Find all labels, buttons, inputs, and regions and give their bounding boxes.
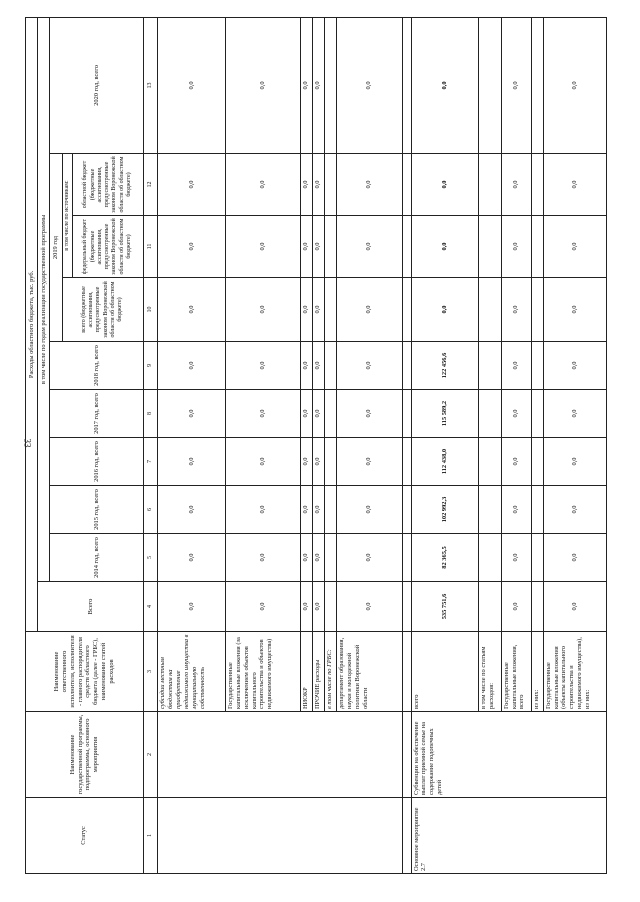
value-cell: 0,0 [337,154,402,216]
value-cell: 0,0 [337,342,402,390]
header-2015: 2015 год, всего [50,486,143,534]
value-cell: 0,0 [312,390,324,438]
column-number-row [143,17,158,873]
value-cell: 0,0 [158,438,226,486]
value-cell: 0,0 [501,17,531,153]
value-cell: 0,0 [312,278,324,342]
value-cell [479,342,502,390]
value-cell [531,582,543,632]
value-cell: 82 365,5 [411,534,479,582]
col-number: 8 [143,390,158,438]
value-cell: 0,0 [501,582,531,632]
value-cell: 0,0 [226,438,300,486]
value-cell: 0,0 [226,534,300,582]
value-cell [531,154,543,216]
value-cell: 0,0 [337,17,402,153]
value-cell: 0,0 [337,278,402,342]
page-number: 33 [22,438,33,448]
value-cell: 102 992,3 [411,486,479,534]
value-cell: 0,0 [501,486,531,534]
value-cell: 0,0 [226,486,300,534]
col-number: 5 [143,534,158,582]
value-cell: 0,0 [300,534,312,582]
col-number: 11 [143,216,158,278]
col-number: 6 [143,486,158,534]
value-cell [479,154,502,216]
row-program-name: Субвенции на обеспечение выплат приемной семье на содержание подопечных детей [411,712,606,798]
value-cell: 0,0 [543,438,606,486]
value-cell [324,17,336,153]
col-number: 12 [143,154,158,216]
value-cell: 0,0 [337,582,402,632]
value-cell: 0,0 [226,216,300,278]
value-cell [479,534,502,582]
value-cell: 0,0 [312,582,324,632]
header-2016: 2016 год, всего [50,438,143,486]
value-cell: 0,0 [226,17,300,153]
value-cell: 0,0 [158,534,226,582]
value-cell [479,486,502,534]
value-cell: 0,0 [337,438,402,486]
col-number: 9 [143,342,158,390]
value-cell: 0,0 [300,278,312,342]
value-cell: 0,0 [411,17,479,153]
row-status: Основное мероприятие 2.7 [411,798,606,874]
value-cell: 0,0 [158,390,226,438]
value-cell [531,438,543,486]
col-number: 2 [143,712,158,798]
value-cell: 0,0 [337,534,402,582]
value-cell: 0,0 [501,278,531,342]
value-cell: 0,0 [337,216,402,278]
value-cell: 0,0 [226,278,300,342]
budget-table [22,17,607,874]
value-cell: 0,0 [501,342,531,390]
value-cell: 0,0 [226,582,300,632]
col-number: 13 [143,17,158,153]
value-cell: 0,0 [158,278,226,342]
value-cell: 0,0 [300,154,312,216]
value-cell [531,486,543,534]
header-executor-name: Наименование ответственного исполнителя, исполнителя - главного распорядителя средств областного бюджета (далее - ГРБС), наименование статей расходов [26,632,144,712]
header-total: Всего [38,582,144,632]
row-label: Государственные капитальные вложения (за исключением объектов капитального строительства и объектов недвижимого имущества) [226,632,300,712]
value-cell: 0,0 [158,17,226,153]
col-number: 7 [143,438,158,486]
value-cell: 0,0 [312,486,324,534]
value-cell: 0,0 [543,342,606,390]
col-number: 10 [143,278,158,342]
header-regional: областной бюджет (бюджетные ассигнования, предусмотренные законом Воронежской области об областном бюджете) [82,156,133,213]
table-row [158,17,226,873]
section-gap [402,17,411,873]
value-cell [324,154,336,216]
row-label: Государственные капитальные вложения (объекты капитального строительства и недвижимого имущества), из них: [543,632,606,712]
value-cell: 0,0 [337,486,402,534]
value-cell [324,342,336,390]
value-cell: 0,0 [300,216,312,278]
value-cell: 0,0 [158,154,226,216]
row-status [158,798,402,874]
value-cell: 535 751,6 [411,582,479,632]
header-2018: 2018 год, всего [50,342,143,390]
value-cell: 0,0 [300,17,312,153]
value-cell: 0,0 [501,390,531,438]
value-cell [324,216,336,278]
value-cell [324,438,336,486]
row-label: департамент образования, науки и молодежной политики Воронежской области [337,632,402,712]
value-cell [531,390,543,438]
header-by-sources: в том числе по источникам: [63,154,73,277]
value-cell [324,486,336,534]
value-cell: 0,0 [543,534,606,582]
row-label: НИОКР [300,632,312,712]
value-cell [531,278,543,342]
value-cell: 0,0 [158,216,226,278]
value-cell: 0,0 [543,216,606,278]
value-cell: 0,0 [312,438,324,486]
row-program-name [158,712,402,798]
value-cell: 0,0 [300,486,312,534]
value-cell: 0,0 [300,438,312,486]
header-2017: 2017 год, всего [50,390,143,438]
value-cell: 0,0 [312,534,324,582]
value-cell: 0,0 [312,154,324,216]
header-2019-sources [62,154,143,278]
col-number: 1 [143,798,158,874]
header-2019: 2019 год [50,154,62,342]
value-cell: 0,0 [312,17,324,153]
row-label: Государственные капитальные вложения, всего [501,632,531,712]
value-cell [531,534,543,582]
header-federal: федеральный бюджет (бюджетные ассигнования, предусмотренные законом Воронежской области об областном бюджете) [72,216,142,278]
value-cell: 0,0 [312,342,324,390]
value-cell [479,216,502,278]
value-cell: 0,0 [411,278,479,342]
header-2020: 2020 год, всего [50,17,143,153]
value-cell: 0,0 [158,582,226,632]
row-label: из них: [531,632,543,712]
value-cell: 0,0 [226,342,300,390]
value-cell: 0,0 [501,534,531,582]
value-cell: 0,0 [501,154,531,216]
value-cell: 0,0 [543,278,606,342]
value-cell [324,534,336,582]
value-cell [324,278,336,342]
value-cell [531,216,543,278]
value-cell: 0,0 [543,390,606,438]
value-cell [324,390,336,438]
value-cell [479,17,502,153]
value-cell: 0,0 [501,216,531,278]
value-cell [479,390,502,438]
table-row [411,17,479,873]
rotated-table-page [22,18,607,874]
value-cell: 0,0 [337,390,402,438]
row-label: в том числе по ГРБС: [324,632,336,712]
value-cell [479,278,502,342]
value-cell: 0,0 [300,582,312,632]
value-cell: 0,0 [411,216,479,278]
header-status: Статус [26,798,144,874]
value-cell: 0,0 [312,216,324,278]
row-label: в том числе по статьям расходов: [479,632,502,712]
value-cell [324,582,336,632]
value-cell: 0,0 [226,154,300,216]
value-cell [531,17,543,153]
header-expenses: Расходы областного бюджета, тыс. руб. [26,17,38,631]
value-cell: 0,0 [543,582,606,632]
value-cell: 0,0 [543,154,606,216]
value-cell [479,438,502,486]
row-label: субсидии местным бюджетам на приобретение недвижимого имущества в муниципальную собственность [158,632,226,712]
value-cell: 0,0 [158,486,226,534]
header-2014: 2014 год, всего [50,534,143,582]
value-cell: 0,0 [501,438,531,486]
col-number: 3 [143,632,158,712]
value-cell: 0,0 [158,342,226,390]
header-2019-total: всего (бюджетные ассигнования, предусмотренные законом Воронежской области об областном бюджете) [62,278,143,342]
value-cell: 115 589,2 [411,390,479,438]
col-number: 4 [143,582,158,632]
row-label: всего [411,632,479,712]
value-cell: 0,0 [543,17,606,153]
value-cell [531,342,543,390]
value-cell: 0,0 [226,390,300,438]
row-label: ПРОЧИЕ расходы [312,632,324,712]
value-cell: 0,0 [411,154,479,216]
header-program-name: Наименование государственной программы, подпрограммы, основного мероприятия [26,712,144,798]
value-cell: 0,0 [300,342,312,390]
value-cell [479,582,502,632]
value-cell: 112 438,0 [411,438,479,486]
value-cell: 0,0 [543,486,606,534]
header-by-years: в том числе по годам реализации государственной программы [38,17,50,581]
value-cell: 0,0 [300,390,312,438]
value-cell: 122 456,6 [411,342,479,390]
